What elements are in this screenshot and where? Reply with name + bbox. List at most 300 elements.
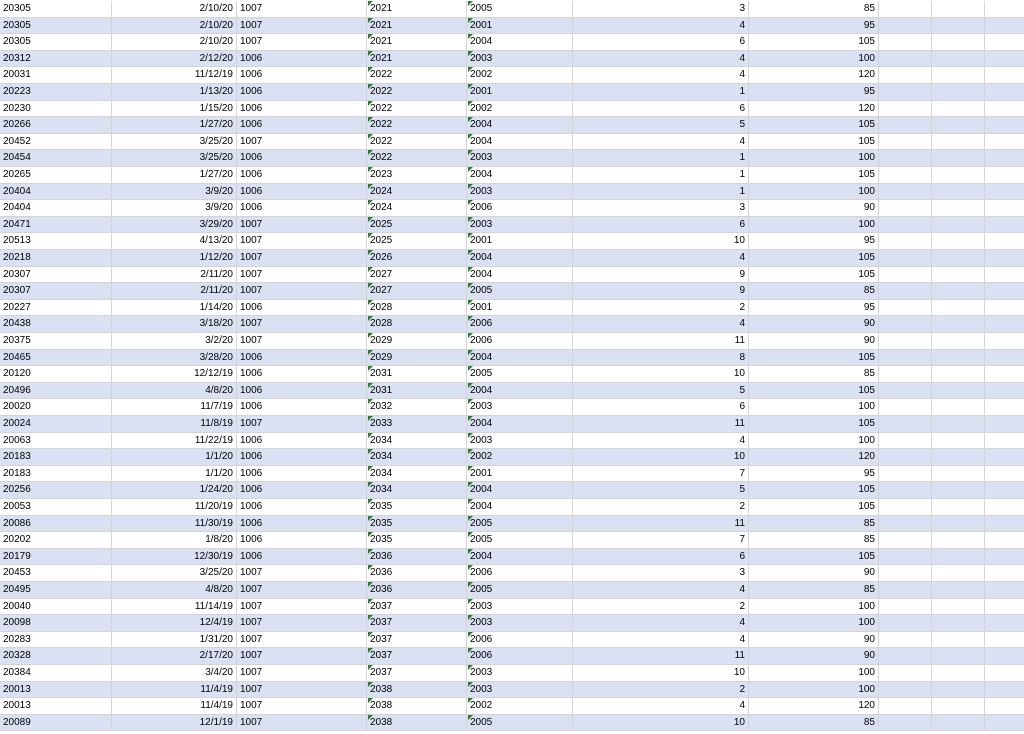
- empty-cell[interactable]: [932, 34, 985, 50]
- empty-cell[interactable]: [932, 433, 985, 449]
- cell-year-b[interactable]: [467, 516, 573, 532]
- empty-cell[interactable]: [932, 682, 985, 698]
- empty-cell[interactable]: [985, 715, 1024, 731]
- empty-cell[interactable]: [985, 167, 1024, 183]
- cell-id[interactable]: [0, 134, 112, 150]
- cell-code[interactable]: [237, 200, 367, 216]
- cell-date[interactable]: [112, 200, 237, 216]
- empty-cell[interactable]: [879, 101, 932, 117]
- cell-date[interactable]: [112, 582, 237, 598]
- cell-code[interactable]: [237, 51, 367, 67]
- cell-date[interactable]: [112, 399, 237, 415]
- cell-code[interactable]: [237, 582, 367, 598]
- empty-cell[interactable]: [985, 134, 1024, 150]
- cell-price[interactable]: [749, 416, 879, 432]
- cell-id[interactable]: [0, 615, 112, 631]
- empty-cell[interactable]: [879, 648, 932, 664]
- cell-code[interactable]: [237, 482, 367, 498]
- empty-cell[interactable]: [985, 532, 1024, 548]
- empty-cell[interactable]: [985, 117, 1024, 133]
- empty-cell[interactable]: [932, 698, 985, 714]
- empty-cell[interactable]: [932, 316, 985, 332]
- cell-date[interactable]: [112, 565, 237, 581]
- empty-cell[interactable]: [932, 648, 985, 664]
- cell-code[interactable]: [237, 565, 367, 581]
- cell-date[interactable]: [112, 516, 237, 532]
- empty-cell[interactable]: [932, 67, 985, 83]
- cell-id[interactable]: [0, 549, 112, 565]
- cell-price[interactable]: [749, 433, 879, 449]
- empty-cell[interactable]: [932, 715, 985, 731]
- cell-year-a[interactable]: [367, 316, 467, 332]
- cell-year-b[interactable]: [467, 184, 573, 200]
- cell-date[interactable]: [112, 267, 237, 283]
- cell-year-b[interactable]: [467, 582, 573, 598]
- cell-qty[interactable]: [573, 648, 749, 664]
- empty-cell[interactable]: [985, 150, 1024, 166]
- cell-date[interactable]: [112, 1, 237, 17]
- cell-qty[interactable]: [573, 665, 749, 681]
- cell-qty[interactable]: [573, 51, 749, 67]
- cell-code[interactable]: [237, 665, 367, 681]
- empty-cell[interactable]: [879, 267, 932, 283]
- empty-cell[interactable]: [932, 350, 985, 366]
- cell-date[interactable]: [112, 233, 237, 249]
- cell-code[interactable]: [237, 698, 367, 714]
- empty-cell[interactable]: [879, 582, 932, 598]
- cell-qty[interactable]: [573, 250, 749, 266]
- cell-price[interactable]: [749, 184, 879, 200]
- empty-cell[interactable]: [932, 582, 985, 598]
- cell-year-a[interactable]: [367, 333, 467, 349]
- empty-cell[interactable]: [932, 18, 985, 34]
- empty-cell[interactable]: [879, 549, 932, 565]
- cell-year-b[interactable]: [467, 682, 573, 698]
- empty-cell[interactable]: [985, 433, 1024, 449]
- cell-date[interactable]: [112, 18, 237, 34]
- cell-price[interactable]: [749, 715, 879, 731]
- empty-cell[interactable]: [985, 84, 1024, 100]
- empty-cell[interactable]: [879, 1, 932, 17]
- empty-cell[interactable]: [932, 599, 985, 615]
- cell-price[interactable]: [749, 449, 879, 465]
- cell-year-a[interactable]: [367, 433, 467, 449]
- cell-id[interactable]: [0, 599, 112, 615]
- empty-cell[interactable]: [879, 233, 932, 249]
- cell-qty[interactable]: [573, 466, 749, 482]
- empty-cell[interactable]: [985, 466, 1024, 482]
- empty-cell[interactable]: [985, 632, 1024, 648]
- cell-date[interactable]: [112, 217, 237, 233]
- empty-cell[interactable]: [932, 632, 985, 648]
- cell-year-a[interactable]: [367, 482, 467, 498]
- empty-cell[interactable]: [879, 67, 932, 83]
- cell-price[interactable]: [749, 117, 879, 133]
- empty-cell[interactable]: [932, 399, 985, 415]
- cell-qty[interactable]: [573, 482, 749, 498]
- cell-date[interactable]: [112, 715, 237, 731]
- empty-cell[interactable]: [879, 615, 932, 631]
- empty-cell[interactable]: [985, 449, 1024, 465]
- cell-price[interactable]: [749, 549, 879, 565]
- cell-date[interactable]: [112, 682, 237, 698]
- cell-year-a[interactable]: [367, 350, 467, 366]
- cell-year-b[interactable]: [467, 101, 573, 117]
- cell-year-a[interactable]: [367, 516, 467, 532]
- cell-qty[interactable]: [573, 101, 749, 117]
- empty-cell[interactable]: [985, 300, 1024, 316]
- cell-year-b[interactable]: [467, 34, 573, 50]
- empty-cell[interactable]: [985, 18, 1024, 34]
- empty-cell[interactable]: [879, 350, 932, 366]
- empty-cell[interactable]: [932, 200, 985, 216]
- cell-year-b[interactable]: [467, 565, 573, 581]
- cell-price[interactable]: [749, 134, 879, 150]
- cell-price[interactable]: [749, 233, 879, 249]
- cell-date[interactable]: [112, 698, 237, 714]
- cell-price[interactable]: [749, 200, 879, 216]
- cell-date[interactable]: [112, 532, 237, 548]
- empty-cell[interactable]: [879, 34, 932, 50]
- cell-year-a[interactable]: [367, 449, 467, 465]
- cell-qty[interactable]: [573, 316, 749, 332]
- empty-cell[interactable]: [985, 101, 1024, 117]
- cell-id[interactable]: [0, 184, 112, 200]
- empty-cell[interactable]: [932, 449, 985, 465]
- cell-price[interactable]: [749, 316, 879, 332]
- cell-date[interactable]: [112, 433, 237, 449]
- cell-year-a[interactable]: [367, 599, 467, 615]
- cell-code[interactable]: [237, 532, 367, 548]
- cell-qty[interactable]: [573, 200, 749, 216]
- cell-price[interactable]: [749, 632, 879, 648]
- empty-cell[interactable]: [879, 300, 932, 316]
- empty-cell[interactable]: [985, 383, 1024, 399]
- empty-cell[interactable]: [985, 599, 1024, 615]
- cell-code[interactable]: [237, 399, 367, 415]
- cell-code[interactable]: [237, 18, 367, 34]
- cell-price[interactable]: [749, 698, 879, 714]
- cell-date[interactable]: [112, 665, 237, 681]
- cell-id[interactable]: [0, 51, 112, 67]
- cell-year-b[interactable]: [467, 698, 573, 714]
- cell-price[interactable]: [749, 516, 879, 532]
- cell-id[interactable]: [0, 1, 112, 17]
- cell-price[interactable]: [749, 18, 879, 34]
- cell-year-b[interactable]: [467, 84, 573, 100]
- empty-cell[interactable]: [932, 184, 985, 200]
- cell-code[interactable]: [237, 715, 367, 731]
- empty-cell[interactable]: [985, 283, 1024, 299]
- cell-year-a[interactable]: [367, 416, 467, 432]
- cell-code[interactable]: [237, 449, 367, 465]
- cell-year-a[interactable]: [367, 217, 467, 233]
- cell-year-b[interactable]: [467, 316, 573, 332]
- cell-year-b[interactable]: [467, 300, 573, 316]
- cell-year-a[interactable]: [367, 715, 467, 731]
- cell-date[interactable]: [112, 84, 237, 100]
- cell-code[interactable]: [237, 682, 367, 698]
- empty-cell[interactable]: [932, 267, 985, 283]
- cell-year-a[interactable]: [367, 383, 467, 399]
- cell-date[interactable]: [112, 648, 237, 664]
- cell-year-a[interactable]: [367, 682, 467, 698]
- empty-cell[interactable]: [985, 250, 1024, 266]
- cell-id[interactable]: [0, 416, 112, 432]
- cell-code[interactable]: [237, 516, 367, 532]
- cell-year-a[interactable]: [367, 632, 467, 648]
- cell-qty[interactable]: [573, 267, 749, 283]
- cell-price[interactable]: [749, 267, 879, 283]
- empty-cell[interactable]: [932, 1, 985, 17]
- cell-qty[interactable]: [573, 399, 749, 415]
- cell-year-b[interactable]: [467, 648, 573, 664]
- empty-cell[interactable]: [932, 84, 985, 100]
- cell-code[interactable]: [237, 34, 367, 50]
- cell-id[interactable]: [0, 84, 112, 100]
- cell-id[interactable]: [0, 399, 112, 415]
- cell-year-a[interactable]: [367, 582, 467, 598]
- cell-year-a[interactable]: [367, 366, 467, 382]
- cell-year-a[interactable]: [367, 648, 467, 664]
- cell-date[interactable]: [112, 466, 237, 482]
- empty-cell[interactable]: [985, 615, 1024, 631]
- cell-qty[interactable]: [573, 516, 749, 532]
- cell-id[interactable]: [0, 67, 112, 83]
- cell-id[interactable]: [0, 150, 112, 166]
- empty-cell[interactable]: [932, 167, 985, 183]
- empty-cell[interactable]: [932, 333, 985, 349]
- cell-date[interactable]: [112, 383, 237, 399]
- cell-qty[interactable]: [573, 134, 749, 150]
- empty-cell[interactable]: [879, 167, 932, 183]
- empty-cell[interactable]: [879, 449, 932, 465]
- cell-year-b[interactable]: [467, 283, 573, 299]
- cell-qty[interactable]: [573, 217, 749, 233]
- cell-price[interactable]: [749, 84, 879, 100]
- cell-date[interactable]: [112, 51, 237, 67]
- empty-cell[interactable]: [879, 51, 932, 67]
- empty-cell[interactable]: [932, 150, 985, 166]
- cell-year-a[interactable]: [367, 565, 467, 581]
- empty-cell[interactable]: [879, 433, 932, 449]
- cell-year-b[interactable]: [467, 532, 573, 548]
- cell-year-b[interactable]: [467, 18, 573, 34]
- cell-year-a[interactable]: [367, 67, 467, 83]
- cell-code[interactable]: [237, 366, 367, 382]
- empty-cell[interactable]: [985, 366, 1024, 382]
- cell-price[interactable]: [749, 101, 879, 117]
- cell-year-b[interactable]: [467, 1, 573, 17]
- empty-cell[interactable]: [985, 698, 1024, 714]
- cell-qty[interactable]: [573, 67, 749, 83]
- cell-price[interactable]: [749, 333, 879, 349]
- empty-cell[interactable]: [932, 366, 985, 382]
- empty-cell[interactable]: [985, 648, 1024, 664]
- cell-qty[interactable]: [573, 449, 749, 465]
- cell-date[interactable]: [112, 366, 237, 382]
- cell-year-a[interactable]: [367, 399, 467, 415]
- empty-cell[interactable]: [879, 698, 932, 714]
- empty-cell[interactable]: [879, 184, 932, 200]
- cell-code[interactable]: [237, 433, 367, 449]
- cell-code[interactable]: [237, 250, 367, 266]
- cell-id[interactable]: [0, 101, 112, 117]
- cell-price[interactable]: [749, 599, 879, 615]
- cell-id[interactable]: [0, 117, 112, 133]
- cell-year-b[interactable]: [467, 416, 573, 432]
- cell-code[interactable]: [237, 217, 367, 233]
- cell-qty[interactable]: [573, 416, 749, 432]
- cell-price[interactable]: [749, 532, 879, 548]
- empty-cell[interactable]: [932, 615, 985, 631]
- cell-price[interactable]: [749, 615, 879, 631]
- cell-code[interactable]: [237, 167, 367, 183]
- cell-qty[interactable]: [573, 350, 749, 366]
- cell-year-b[interactable]: [467, 200, 573, 216]
- cell-id[interactable]: [0, 366, 112, 382]
- empty-cell[interactable]: [879, 250, 932, 266]
- cell-qty[interactable]: [573, 532, 749, 548]
- cell-id[interactable]: [0, 233, 112, 249]
- cell-price[interactable]: [749, 482, 879, 498]
- empty-cell[interactable]: [879, 84, 932, 100]
- empty-cell[interactable]: [879, 150, 932, 166]
- empty-cell[interactable]: [932, 51, 985, 67]
- empty-cell[interactable]: [879, 333, 932, 349]
- cell-qty[interactable]: [573, 582, 749, 598]
- cell-code[interactable]: [237, 416, 367, 432]
- cell-id[interactable]: [0, 698, 112, 714]
- cell-id[interactable]: [0, 482, 112, 498]
- cell-price[interactable]: [749, 399, 879, 415]
- cell-year-b[interactable]: [467, 549, 573, 565]
- empty-cell[interactable]: [879, 482, 932, 498]
- cell-code[interactable]: [237, 283, 367, 299]
- empty-cell[interactable]: [879, 217, 932, 233]
- empty-cell[interactable]: [985, 217, 1024, 233]
- cell-qty[interactable]: [573, 34, 749, 50]
- empty-cell[interactable]: [985, 184, 1024, 200]
- cell-id[interactable]: [0, 34, 112, 50]
- cell-date[interactable]: [112, 632, 237, 648]
- cell-qty[interactable]: [573, 499, 749, 515]
- cell-year-a[interactable]: [367, 18, 467, 34]
- empty-cell[interactable]: [879, 200, 932, 216]
- empty-cell[interactable]: [879, 18, 932, 34]
- cell-year-a[interactable]: [367, 466, 467, 482]
- cell-qty[interactable]: [573, 366, 749, 382]
- cell-code[interactable]: [237, 549, 367, 565]
- cell-year-b[interactable]: [467, 433, 573, 449]
- empty-cell[interactable]: [985, 549, 1024, 565]
- cell-code[interactable]: [237, 648, 367, 664]
- empty-cell[interactable]: [879, 565, 932, 581]
- cell-code[interactable]: [237, 350, 367, 366]
- cell-qty[interactable]: [573, 184, 749, 200]
- cell-qty[interactable]: [573, 565, 749, 581]
- cell-id[interactable]: [0, 217, 112, 233]
- cell-price[interactable]: [749, 383, 879, 399]
- cell-id[interactable]: [0, 715, 112, 731]
- empty-cell[interactable]: [985, 67, 1024, 83]
- empty-cell[interactable]: [985, 200, 1024, 216]
- empty-cell[interactable]: [985, 582, 1024, 598]
- empty-cell[interactable]: [879, 283, 932, 299]
- empty-cell[interactable]: [985, 34, 1024, 50]
- cell-qty[interactable]: [573, 599, 749, 615]
- cell-code[interactable]: [237, 150, 367, 166]
- cell-date[interactable]: [112, 333, 237, 349]
- empty-cell[interactable]: [985, 482, 1024, 498]
- cell-id[interactable]: [0, 682, 112, 698]
- cell-date[interactable]: [112, 67, 237, 83]
- cell-date[interactable]: [112, 615, 237, 631]
- cell-id[interactable]: [0, 350, 112, 366]
- empty-cell[interactable]: [879, 715, 932, 731]
- cell-code[interactable]: [237, 117, 367, 133]
- cell-year-a[interactable]: [367, 101, 467, 117]
- cell-id[interactable]: [0, 449, 112, 465]
- cell-code[interactable]: [237, 383, 367, 399]
- cell-date[interactable]: [112, 101, 237, 117]
- empty-cell[interactable]: [985, 333, 1024, 349]
- cell-year-a[interactable]: [367, 532, 467, 548]
- empty-cell[interactable]: [932, 101, 985, 117]
- empty-cell[interactable]: [879, 682, 932, 698]
- cell-id[interactable]: [0, 167, 112, 183]
- cell-date[interactable]: [112, 184, 237, 200]
- cell-id[interactable]: [0, 333, 112, 349]
- empty-cell[interactable]: [879, 416, 932, 432]
- empty-cell[interactable]: [879, 134, 932, 150]
- cell-id[interactable]: [0, 665, 112, 681]
- cell-id[interactable]: [0, 466, 112, 482]
- cell-date[interactable]: [112, 283, 237, 299]
- cell-date[interactable]: [112, 350, 237, 366]
- empty-cell[interactable]: [879, 117, 932, 133]
- cell-year-b[interactable]: [467, 599, 573, 615]
- cell-year-b[interactable]: [467, 449, 573, 465]
- cell-qty[interactable]: [573, 615, 749, 631]
- empty-cell[interactable]: [985, 682, 1024, 698]
- cell-year-b[interactable]: [467, 615, 573, 631]
- cell-date[interactable]: [112, 549, 237, 565]
- cell-id[interactable]: [0, 200, 112, 216]
- empty-cell[interactable]: [985, 565, 1024, 581]
- cell-qty[interactable]: [573, 682, 749, 698]
- empty-cell[interactable]: [879, 665, 932, 681]
- empty-cell[interactable]: [932, 250, 985, 266]
- empty-cell[interactable]: [879, 316, 932, 332]
- empty-cell[interactable]: [879, 499, 932, 515]
- cell-year-a[interactable]: [367, 117, 467, 133]
- empty-cell[interactable]: [932, 117, 985, 133]
- cell-code[interactable]: [237, 615, 367, 631]
- cell-year-a[interactable]: [367, 167, 467, 183]
- empty-cell[interactable]: [985, 316, 1024, 332]
- cell-year-b[interactable]: [467, 333, 573, 349]
- cell-code[interactable]: [237, 1, 367, 17]
- empty-cell[interactable]: [932, 466, 985, 482]
- cell-date[interactable]: [112, 499, 237, 515]
- cell-price[interactable]: [749, 283, 879, 299]
- empty-cell[interactable]: [879, 383, 932, 399]
- cell-qty[interactable]: [573, 715, 749, 731]
- empty-cell[interactable]: [932, 516, 985, 532]
- cell-id[interactable]: [0, 582, 112, 598]
- cell-year-b[interactable]: [467, 117, 573, 133]
